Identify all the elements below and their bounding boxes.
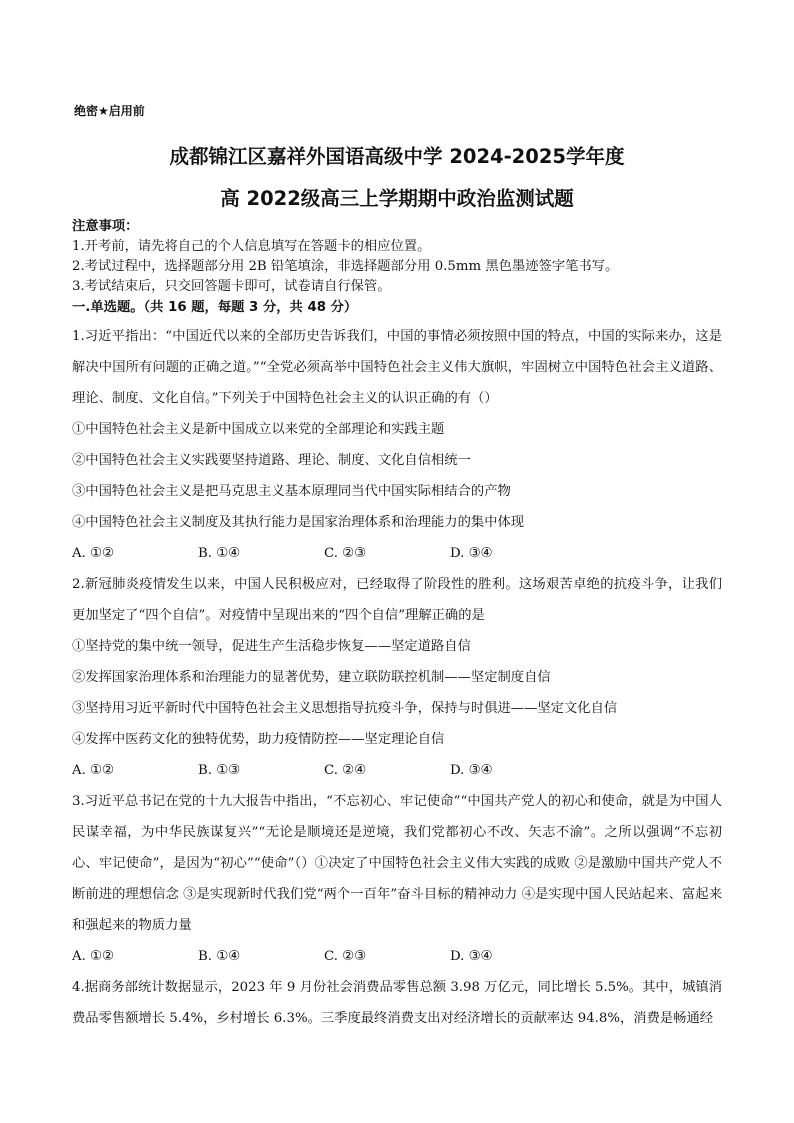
- choice-c: C. ②③: [324, 546, 366, 561]
- statement-option: ①中国特色社会主义是新中国成立以来党的全部理论和实践主题: [72, 422, 445, 437]
- notes-heading: 注意事项：: [72, 219, 139, 234]
- question-stem: 1.习近平指出：“中国近代以来的全部历史告诉我们，中国的事情必须按照中国的特点，中国的实际来办，这是解决中国所有问题的正确之道。”“全党必须高举中国特色社会主义伟大旗帜，牢固树立中国特色社会主义道路、理论、制度、文化自信。”下列关于中国特色社会主义的认识正确的有（）: [72, 329, 722, 406]
- statement-option: ②发挥国家治理体系和治理能力的显著优势，建立联防联控机制——坚定制度自信: [72, 670, 551, 685]
- statement-option: ②中国特色社会主义实践要坚持道路、理论、制度、文化自信相统一: [72, 453, 471, 468]
- statement-option: ④发挥中医药文化的独特优势，助力疫情防控——坚定理论自信: [72, 732, 445, 747]
- choice-a: A. ①②: [72, 763, 114, 778]
- choice-c: C. ②③: [324, 949, 366, 964]
- notes-item: 1.开考前，请先将自己的个人信息填写在答题卡的相应位置。: [72, 239, 431, 254]
- choice-d: D. ③④: [450, 949, 493, 964]
- statement-option: ③坚持用习近平新时代中国特色社会主义思想指导抗疫斗争，保持与时俱进——坚定文化自信: [72, 701, 618, 716]
- exam-title-subject: 高 2022级高三上学期期中政治监测试题: [220, 187, 574, 210]
- notes-block: [72, 217, 722, 297]
- question-1: [72, 321, 722, 569]
- answer-choices: [72, 941, 722, 972]
- statement-option: ①坚持党的集中统一领导，促进生产生活稳步恢复——坚定道路自信: [72, 639, 471, 654]
- choice-b: B. ①③: [198, 763, 241, 778]
- exam-title-school: 成都锦江区嘉祥外国语高级中学 2024-2025学年度: [169, 145, 625, 168]
- question-3: [72, 786, 722, 972]
- notes-item: 3.考试结束后，只交回答题卡即可，试卷请自行保管。: [72, 279, 391, 294]
- secret-label: 绝密★启用前: [74, 104, 145, 118]
- question-stem: 4.据商务部统计数据显示，2023 年 9 月份社会消费品零售总额 3.98 万亿元，同比增长 5.5%。其中，城镇消费品零售额增长 5.4%，乡村增长 6.3%。三季度最终消费支出对经济增长的贡献率达 94.8%，消费是畅通经: [72, 980, 722, 1026]
- notes-item: 2.考试过程中，选择题部分用 2B 铅笔填涂，非选择题部分用 0.5mm 黑色墨迹签字笔书写。: [72, 259, 619, 274]
- statement-option: ③中国特色社会主义是把马克思主义基本原理同当代中国实际相结合的产物: [72, 484, 511, 499]
- choice-d: D. ③④: [450, 763, 493, 778]
- question-stem: 3.习近平总书记在党的十九大报告中指出，“不忘初心、牢记使命”“中国共产党人的初心和使命，就是为中国人民谋幸福，为中华民族谋复兴”“无论是顺境还是逆境，我们党都初心不改、矢志不渝”。之所以强调“不忘初心、牢记使命”，是因为“初心”“使命”（）①决定了中国特色社会主义伟大实践的成败 ②是激励中国共产党人不断前进的理想信念 ③是实现新时代我们党“两个一百年”奋斗目标的精神动力 ④是实现中国人民站起来、富起来和强起来的物质力量: [72, 794, 722, 933]
- statement-option: ④中国特色社会主义制度及其执行能力是国家治理体系和治理能力的集中体现: [72, 515, 525, 530]
- section-title: 一.单选题。（共 16 题，每题 3 分，共 48 分）: [72, 300, 358, 315]
- choice-d: D. ③④: [450, 546, 493, 561]
- answer-choices: [72, 755, 722, 786]
- choice-b: B. ①④: [198, 949, 241, 964]
- question-2: [72, 569, 722, 786]
- choice-c: C. ②④: [324, 763, 366, 778]
- question-4: [72, 972, 722, 1034]
- question-stem: 2.新冠肺炎疫情发生以来，中国人民积极应对，已经取得了阶段性的胜利。这场艰苦卓绝的抗疫斗争，让我们更加坚定了“四个自信”。对疫情中呈现出来的“四个自信”理解正确的是: [72, 577, 722, 623]
- choice-b: B. ①④: [198, 546, 241, 561]
- choice-a: A. ①②: [72, 546, 114, 561]
- choice-a: A. ①②: [72, 949, 114, 964]
- answer-choices: [72, 538, 722, 569]
